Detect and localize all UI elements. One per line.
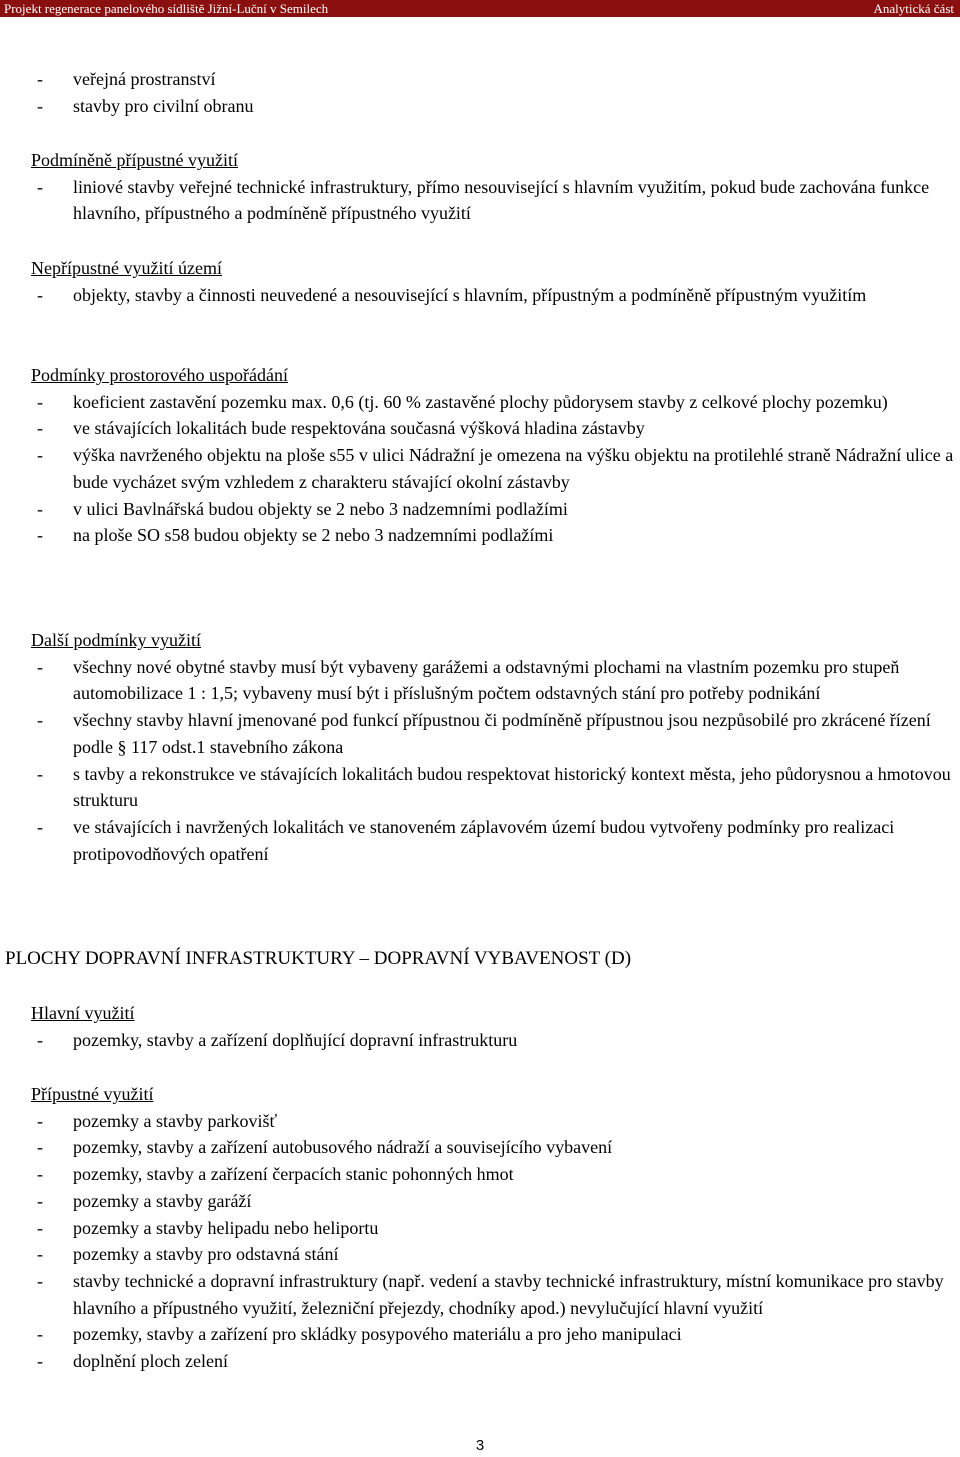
intro-list [0,66,960,119]
list-item: - objekty, stavby a činnosti neuvedené a nesouvisející s hlavním, přípustným a podmíněně přípustným využitím [0,282,960,309]
list-item: - doplnění ploch zelení [0,1348,960,1375]
bullet-dash: - [37,710,43,731]
list-item: - pozemky a stavby helipadu nebo heliportu [0,1215,960,1242]
bullet-dash: - [37,1137,43,1158]
list-item: - pozemky a stavby garáží [0,1188,960,1215]
bullet-dash: - [37,1190,43,1211]
list-item: - s tavby a rekonstrukce ve stávajících lokalitách budou respektovat historický kontext města, jeho půdorysnou a hmotovou strukturu [0,761,960,814]
list-item: - pozemky, stavby a zařízení doplňující dopravní infrastrukturu [0,1027,960,1054]
list-item: - v ulici Bavlnářská budou objekty se 2 nebo 3 nadzemními podlažími [0,496,960,523]
bullet-dash: - [37,1029,43,1050]
bullet-dash: - [37,1244,43,1265]
bullet-dash: - [37,1351,43,1372]
bullet-dash: - [37,1164,43,1185]
section-heading: Hlavní využití [31,1003,135,1023]
bullet-dash: - [37,1217,43,1238]
bullet-dash: - [37,656,43,677]
list-item: - na ploše SO s58 budou objekty se 2 nebo 3 nadzemními podlažími [0,522,960,549]
bullet-dash: - [37,763,43,784]
permitted-use-section [0,1081,960,1375]
spatial-conditions-section [0,362,960,549]
section-heading: Další podmínky využití [31,630,201,650]
page-section-title: PLOCHY DOPRAVNÍ INFRASTRUKTURY – DOPRAVNÍ VYBAVENOST (D) [5,948,632,969]
bullet-dash: - [37,445,43,466]
header-section-name: Analytická část [873,1,954,16]
list-item: - liniové stavby veřejné technické infrastruktury, přímo nesouvisející s hlavním využitím, pokud bude zachována funkce hlavního, přípustného a podmíněně přípustného využití [0,174,960,227]
main-use-section [0,1000,960,1053]
bullet-dash: - [37,418,43,439]
list-item: - všechny stavby hlavní jmenované pod funkcí přípustnou či podmíněně přípustnou jsou nezpůsobilé pro zkrácené řízení podle § 117 odst.1 stavebního zákona [0,707,960,760]
page-header [0,0,960,17]
list-item: - stavby pro civilní obranu [0,93,960,120]
conditional-use-section [0,147,960,227]
bullet-dash: - [37,391,43,412]
list-item: - koeficient zastavění pozemku max. 0,6 (tj. 60 % zastavěné plochy půdorysem stavby z celkové plochy pozemku) [0,389,960,416]
bullet-dash: - [37,816,43,837]
section-heading: Nepřípustné využití území [31,258,222,278]
list-item: - stavby technické a dopravní infrastruktury (např. vedení a stavby technické infrastruktury, místní komunikace pro stavby hlavního a přípustného využití, železniční přejezdy, chodníky apod.) nevylučující hlavní využití [0,1268,960,1321]
header-document-title: Projekt regenerace panelového sídliště Jižní-Luční v Semilech [4,1,329,16]
list-item: - pozemky, stavby a zařízení čerpacích stanic pohonných hmot [0,1161,960,1188]
section-heading: Přípustné využití [31,1084,154,1104]
bullet-dash: - [37,284,43,305]
list-item: - pozemky a stavby pro odstavná stání [0,1241,960,1268]
list-item: - výška navrženého objektu na ploše s55 v ulici Nádražní je omezena na výšku objektu na protilehlé straně Nádražní ulice a bude vycházet svým vzhledem z charakteru stávající okolní zástavby [0,442,960,495]
page-number: 3 [475,1437,485,1454]
section-heading: Podmíněně přípustné využití [31,150,238,170]
list-item: - pozemky, stavby a zařízení autobusového nádraží a souvisejícího vybavení [0,1134,960,1161]
list-item: - pozemky a stavby parkovišť [0,1108,960,1135]
bullet-dash: - [37,1110,43,1131]
bullet-dash: - [37,69,43,89]
bullet-dash: - [37,176,43,197]
list-item: - všechny nové obytné stavby musí být vybaveny garážemi a odstavnými plochami na vlastním pozemku pro stupeň automobilizace 1 : 1,5; vybaveny musí být i příslušným počtem odstavných stání pro potřeby podnikání [0,654,960,707]
bullet-dash: - [37,525,43,546]
bullet-dash: - [37,95,43,116]
section-heading: Podmínky prostorového uspořádání [31,365,288,385]
other-conditions-section [0,627,960,867]
bullet-dash: - [37,1324,43,1345]
bullet-dash: - [37,498,43,519]
prohibited-use-section [0,255,960,308]
list-item: - veřejná prostranství [0,66,960,93]
list-item: - ve stávajících i navržených lokalitách ve stanoveném záplavovém území budou vytvořeny podmínky pro realizaci protipovodňových opatření [0,814,960,867]
list-item: - ve stávajících lokalitách bude respektována současná výšková hladina zástavby [0,415,960,442]
list-item: - pozemky, stavby a zařízení pro skládky posypového materiálu a pro jeho manipulaci [0,1321,960,1348]
bullet-dash: - [37,1270,43,1291]
